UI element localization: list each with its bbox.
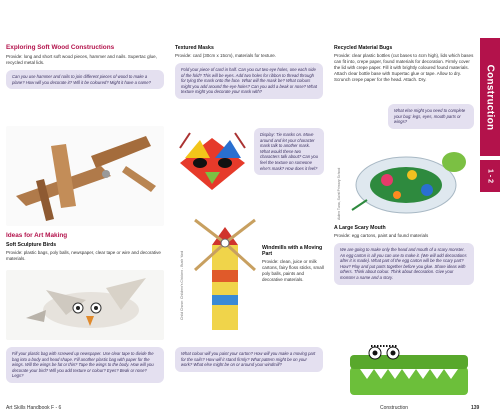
wood-plane-illustration: [6, 126, 164, 226]
masks-provide: Provide: card (30cm x 15cm), materials for texture.: [175, 53, 277, 58]
column-left-lower: [6, 226, 164, 262]
column-middle-display: [254, 128, 324, 175]
birds-questions: Fill your plastic bag with screwed up newspaper. Use clear tape to divide the bag into a body and head shape. Fill another plastic bag with paper for the wings. Will the wings be fat or thin? Tape the wings to the body. How will you decorate your bird? Will you add texture or colour? Eyes? Beak or nose? Legs?: [6, 347, 164, 383]
column-middle-windmill: [262, 243, 324, 283]
masks-display-questions: Display: Tie masks on. Move around and let your character mask talk to another mask. What would these two characters talk about? Can you feel the texture on someone else's mask? How does it feel?: [254, 128, 324, 175]
windmills-provide: Provide: clean, juice or milk cartons, fairy floss sticks, small poly balls, paints and decorative materials.: [262, 259, 324, 282]
wood-plane-photo: [6, 126, 164, 226]
column-left-bottom: [6, 343, 164, 387]
subtitle-windmills: Windmills with a Moving Part: [262, 245, 323, 257]
monster-illustration: [345, 345, 473, 400]
subtitle-textured-masks: Textured Masks: [175, 45, 214, 51]
bug-illustration: [342, 140, 470, 220]
footer-page-number: 139: [471, 405, 480, 411]
range-tab: [480, 160, 500, 192]
column-right: [334, 38, 474, 83]
mask-illustration: [175, 128, 250, 198]
subtitle-recycled-bugs: Recycled Material Bugs: [334, 45, 393, 51]
section-tab: [480, 38, 500, 156]
column-right-lower: [334, 223, 474, 289]
windmills-questions: What colour will you paint your carton? How will you make a moving part for the sails? How will it stand firmly? What pattern might be on your work? What else might be on or around your windmill?: [175, 347, 323, 372]
column-right-bug-q: [388, 104, 474, 129]
soft-wood-provide: Provide: long and short soft wood pieces, hammer and nails. Supertac glue, recycled metal lids.: [6, 54, 157, 65]
bird-illustration: [6, 270, 164, 340]
column-middle: [175, 38, 323, 103]
egg-carton-monster-photo: [345, 345, 473, 400]
section-tab-label-wrap: [480, 38, 500, 156]
footer-section: Construction: [380, 405, 409, 411]
section-title-ideas: Ideas for Art Making: [6, 232, 68, 239]
textured-mask-photo: [175, 128, 250, 198]
bugs-provide: Provide: clear plastic bottles (cut bases to 4cm high), lids which bases can fit into, crepe paper, found materials for decoration. Firmly cover the lid with crepe paper. Fill it with brightly coloured found materials. Attach clear bottle base with Supertac glue or tape. Allow to dry. Scrunch crepe paper for the head. Attach. Dry.: [334, 53, 474, 82]
scary-mouth-provide: Provide: egg cartons, paint and found materials: [334, 233, 429, 238]
soft-wood-questions: Can you use hammer and nails to join different pieces of wood to make a plane? How will you decorate it? Will it be coloured? Might it have a name?: [6, 70, 164, 89]
soft-sculpture-bird-photo: [6, 270, 164, 340]
range-tab-label: 1 - 2: [486, 168, 494, 184]
windmill-photo: [190, 215, 260, 335]
footer-book-title: Art Skills Handbook F - 6: [6, 405, 62, 411]
column-middle-bottom: [175, 343, 323, 376]
section-title-soft-wood: Exploring Soft Wood Constructions: [6, 44, 115, 51]
windmill-illustration: [190, 215, 260, 335]
recycled-bug-photo: [342, 140, 470, 220]
bugs-questions: What else might you need to complete your bug: legs, eyes, mouth parts or wings?: [388, 104, 474, 129]
scary-mouth-questions: We are going to make only the head and mouth of a scary monster. An egg carton is all you can use to make it. (We will add decorations after it is made). What part of the egg carton will be the scary part? How? Play and put parts together before you glue. Share ideas with others. Think about colour. Think about decoration. Give your monster a name and a story.: [334, 243, 474, 285]
subtitle-scary-mouth: A Large Scary Mouth: [334, 225, 386, 231]
page-footer: [0, 402, 500, 420]
masks-questions: Fold your piece of card in half. Can you cut two eye holes, one each side of the fold? This will be eyes. Add two holes for ribbon to thread through for tying the mask onto the face. What will the mask be? What colours might you add around the eye holes? Can you add a beak or nose? What texture might you decorate your mask with?: [175, 63, 323, 99]
section-tab-label: Construction: [484, 64, 496, 130]
column-left: [6, 38, 164, 93]
windmill-credit: Child Chose: Children's Chicken - Bush Yard: [180, 250, 184, 320]
birds-provide: Provide: plastic bags, poly balls, newspaper, clear tape or wire and decorative materials.: [6, 250, 161, 261]
subtitle-soft-sculpture-birds: Soft Sculpture Birds: [6, 242, 57, 248]
bug-credit: Aiden Tuna, Saint Primary School: [337, 167, 341, 220]
